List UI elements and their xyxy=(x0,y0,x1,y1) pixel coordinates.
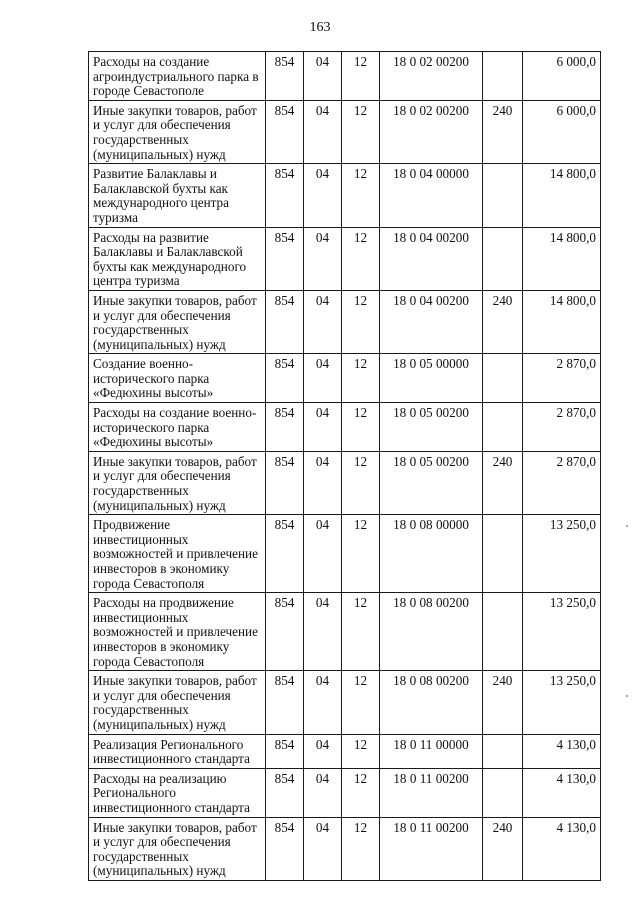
table-row xyxy=(89,52,601,101)
cell-ministry: 854 xyxy=(266,290,304,353)
cell-target: 18 0 08 00200 xyxy=(380,593,483,671)
table-row xyxy=(89,671,601,734)
cell-ministry: 854 xyxy=(266,52,304,101)
cell-section: 04 xyxy=(304,354,342,403)
cell-name: Создание военно-исторического парка «Федюхины высоты» xyxy=(89,354,266,403)
cell-section: 04 xyxy=(304,671,342,734)
cell-name: Иные закупки товаров, работ и услуг для обеспечения государственных (муниципальных) нужд xyxy=(89,100,266,163)
cell-expense-type xyxy=(483,593,523,671)
cell-expense-type: 240 xyxy=(483,100,523,163)
cell-name: Расходы на реализацию Регионального инвестиционного стандарта xyxy=(89,768,266,817)
cell-target: 18 0 02 00200 xyxy=(380,100,483,163)
cell-expense-type xyxy=(483,768,523,817)
scan-speck xyxy=(626,525,628,527)
cell-amount: 6 000,0 xyxy=(523,100,601,163)
cell-section: 04 xyxy=(304,734,342,768)
cell-expense-type: 240 xyxy=(483,451,523,514)
cell-subsection: 12 xyxy=(342,164,380,227)
cell-section: 04 xyxy=(304,515,342,593)
table-row xyxy=(89,451,601,514)
cell-target: 18 0 04 00000 xyxy=(380,164,483,227)
cell-expense-type xyxy=(483,403,523,452)
cell-amount: 4 130,0 xyxy=(523,734,601,768)
cell-ministry: 854 xyxy=(266,100,304,163)
cell-target: 18 0 05 00000 xyxy=(380,354,483,403)
cell-section: 04 xyxy=(304,768,342,817)
cell-name: Развитие Балаклавы и Балаклавской бухты как международного центра туризма xyxy=(89,164,266,227)
cell-target: 18 0 08 00000 xyxy=(380,515,483,593)
cell-subsection: 12 xyxy=(342,52,380,101)
cell-expense-type: 240 xyxy=(483,817,523,880)
cell-amount: 13 250,0 xyxy=(523,671,601,734)
cell-amount: 14 800,0 xyxy=(523,164,601,227)
cell-expense-type xyxy=(483,515,523,593)
cell-amount: 2 870,0 xyxy=(523,403,601,452)
cell-ministry: 854 xyxy=(266,593,304,671)
cell-subsection: 12 xyxy=(342,451,380,514)
cell-amount: 2 870,0 xyxy=(523,354,601,403)
cell-name: Расходы на создание военно-исторического парка «Федюхины высоты» xyxy=(89,403,266,452)
cell-name: Расходы на развитие Балаклавы и Балаклавской бухты как международного центра туризма xyxy=(89,227,266,290)
cell-name: Иные закупки товаров, работ и услуг для обеспечения государственных (муниципальных) нужд xyxy=(89,817,266,880)
cell-name: Реализация Регионального инвестиционного стандарта xyxy=(89,734,266,768)
cell-section: 04 xyxy=(304,100,342,163)
table-row xyxy=(89,734,601,768)
cell-amount: 13 250,0 xyxy=(523,593,601,671)
table-row xyxy=(89,515,601,593)
cell-amount: 14 800,0 xyxy=(523,227,601,290)
cell-section: 04 xyxy=(304,227,342,290)
cell-name: Продвижение инвестиционных возможностей и привлечение инвесторов в экономику города Севастополя xyxy=(89,515,266,593)
table-row xyxy=(89,227,601,290)
cell-subsection: 12 xyxy=(342,100,380,163)
cell-subsection: 12 xyxy=(342,671,380,734)
cell-ministry: 854 xyxy=(266,515,304,593)
cell-amount: 2 870,0 xyxy=(523,451,601,514)
cell-expense-type: 240 xyxy=(483,671,523,734)
table-row xyxy=(89,403,601,452)
cell-expense-type xyxy=(483,734,523,768)
cell-subsection: 12 xyxy=(342,515,380,593)
cell-expense-type: 240 xyxy=(483,290,523,353)
table-row xyxy=(89,593,601,671)
cell-section: 04 xyxy=(304,817,342,880)
scan-speck xyxy=(626,695,628,697)
cell-subsection: 12 xyxy=(342,593,380,671)
cell-ministry: 854 xyxy=(266,227,304,290)
cell-expense-type xyxy=(483,227,523,290)
cell-target: 18 0 04 00200 xyxy=(380,290,483,353)
cell-name: Расходы на продвижение инвестиционных возможностей и привлечение инвесторов в экономику города Севастополя xyxy=(89,593,266,671)
table-row xyxy=(89,354,601,403)
cell-target: 18 0 11 00200 xyxy=(380,768,483,817)
cell-ministry: 854 xyxy=(266,164,304,227)
cell-section: 04 xyxy=(304,290,342,353)
cell-amount: 13 250,0 xyxy=(523,515,601,593)
cell-target: 18 0 04 00200 xyxy=(380,227,483,290)
cell-target: 18 0 05 00200 xyxy=(380,451,483,514)
cell-subsection: 12 xyxy=(342,354,380,403)
table-row xyxy=(89,290,601,353)
cell-ministry: 854 xyxy=(266,768,304,817)
cell-ministry: 854 xyxy=(266,451,304,514)
table-row xyxy=(89,768,601,817)
cell-name: Расходы на создание агроиндустриального парка в городе Севастополе xyxy=(89,52,266,101)
cell-target: 18 0 02 00200 xyxy=(380,52,483,101)
table-body xyxy=(89,52,601,881)
cell-ministry: 854 xyxy=(266,354,304,403)
cell-section: 04 xyxy=(304,593,342,671)
cell-target: 18 0 11 00000 xyxy=(380,734,483,768)
cell-subsection: 12 xyxy=(342,768,380,817)
cell-section: 04 xyxy=(304,451,342,514)
cell-amount: 6 000,0 xyxy=(523,52,601,101)
cell-name: Иные закупки товаров, работ и услуг для обеспечения государственных (муниципальных) нужд xyxy=(89,671,266,734)
cell-section: 04 xyxy=(304,403,342,452)
budget-table xyxy=(88,51,601,881)
cell-amount: 14 800,0 xyxy=(523,290,601,353)
table-row xyxy=(89,100,601,163)
cell-target: 18 0 05 00200 xyxy=(380,403,483,452)
cell-ministry: 854 xyxy=(266,403,304,452)
cell-expense-type xyxy=(483,164,523,227)
cell-target: 18 0 08 00200 xyxy=(380,671,483,734)
table-row xyxy=(89,817,601,880)
cell-amount: 4 130,0 xyxy=(523,768,601,817)
cell-name: Иные закупки товаров, работ и услуг для обеспечения государственных (муниципальных) нужд xyxy=(89,451,266,514)
cell-amount: 4 130,0 xyxy=(523,817,601,880)
cell-ministry: 854 xyxy=(266,734,304,768)
page-number: 163 xyxy=(309,20,331,35)
cell-subsection: 12 xyxy=(342,227,380,290)
cell-subsection: 12 xyxy=(342,403,380,452)
cell-subsection: 12 xyxy=(342,734,380,768)
cell-section: 04 xyxy=(304,164,342,227)
cell-expense-type xyxy=(483,354,523,403)
cell-ministry: 854 xyxy=(266,817,304,880)
cell-name: Иные закупки товаров, работ и услуг для обеспечения государственных (муниципальных) нужд xyxy=(89,290,266,353)
cell-section: 04 xyxy=(304,52,342,101)
cell-subsection: 12 xyxy=(342,817,380,880)
cell-ministry: 854 xyxy=(266,671,304,734)
table-row xyxy=(89,164,601,227)
cell-subsection: 12 xyxy=(342,290,380,353)
cell-expense-type xyxy=(483,52,523,101)
cell-target: 18 0 11 00200 xyxy=(380,817,483,880)
